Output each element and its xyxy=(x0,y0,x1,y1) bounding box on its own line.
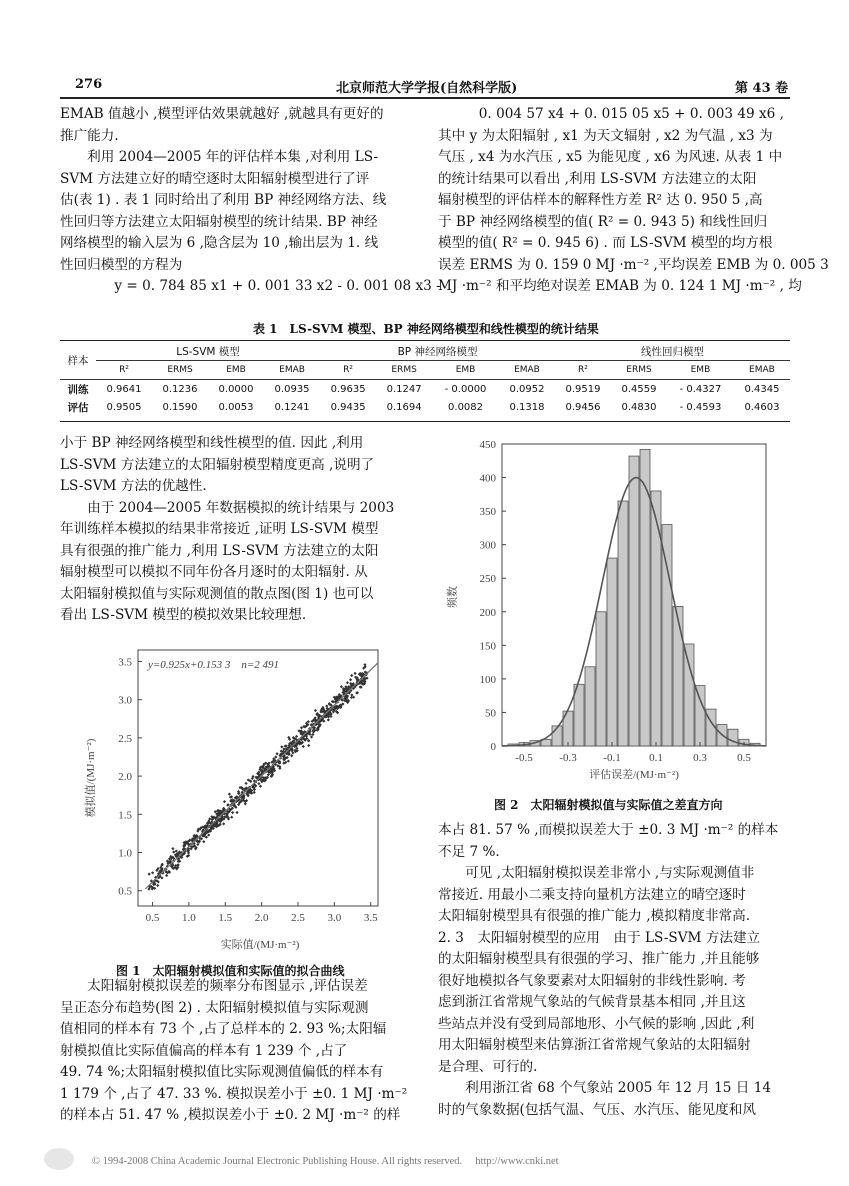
table-row xyxy=(60,398,790,416)
scatter-point xyxy=(363,663,366,666)
scatter-point xyxy=(307,744,310,747)
table-column-header: EMAB xyxy=(279,365,305,375)
scatter-point xyxy=(325,705,328,708)
y-tick-label: 1.0 xyxy=(118,847,132,860)
histogram-bar xyxy=(695,686,705,746)
fig1-caption: 图 1 太阳辐射模拟值和实际值的拟合曲线 xyxy=(116,964,345,978)
y-tick-label: 2.0 xyxy=(118,771,132,784)
right-top-text xyxy=(438,104,829,298)
text-line: 小于 BP 神经网络模型和线性模型的值. 因此 ,利用 xyxy=(60,435,364,451)
scatter-point xyxy=(148,873,151,876)
y-tick-label: 3.5 xyxy=(118,656,132,669)
text-line: 虑到浙江省常规气象站的气候背景基本相同 ,并且这 xyxy=(438,994,746,1010)
table-cell: 0.0935 xyxy=(274,383,310,395)
table-row xyxy=(60,380,790,399)
table-cell: - 0.4593 xyxy=(679,401,722,413)
scatter-point xyxy=(327,718,330,721)
table-cell: 0.4603 xyxy=(744,401,780,413)
left-bottom-text xyxy=(60,976,412,1127)
table-cell: 0.0952 xyxy=(509,383,545,395)
x-tick-label: -0.5 xyxy=(515,752,533,764)
scatter-point xyxy=(244,802,247,805)
table-cell: 0.4830 xyxy=(621,401,657,413)
table-row-label: 评估 xyxy=(67,401,89,414)
table-cell: 0.1247 xyxy=(386,383,422,395)
table-column-header: ERMS xyxy=(626,365,652,375)
x-tick-label: 0.3 xyxy=(693,752,707,764)
scatter-point xyxy=(353,672,356,675)
text-line: 呈正态分布趋势(图 2) . 太阳辐射模拟值与实际观测 xyxy=(60,999,369,1016)
table-column-header: EMB xyxy=(690,365,711,375)
table-cell: - 0.4327 xyxy=(679,383,722,395)
text-line: 由于 2004—2005 年数据模拟的统计结果与 2003 xyxy=(60,499,395,516)
text-line: 性回归等方法建立太阳辐射模型的统计结果. BP 神经 xyxy=(60,213,378,230)
y-tick-label: 50 xyxy=(485,707,496,720)
text-line: 常接近. 用最小二乘支持向量机方法建立的晴空逐时 xyxy=(438,886,746,903)
fig1-xlabel: 实际值/(MJ·m⁻²) xyxy=(220,939,300,951)
table-cell: 0.0082 xyxy=(448,401,484,413)
text-line: 推广能力. xyxy=(60,127,119,144)
table-column-header: ERMS xyxy=(391,365,417,375)
scatter-point xyxy=(310,735,313,738)
x-tick-label: 3.0 xyxy=(327,912,342,924)
scatter-point xyxy=(202,840,205,843)
text-line: 具有很强的推广能力 ,利用 LS-SVM 方法建立的太阳 xyxy=(60,542,379,559)
histogram-bar xyxy=(596,612,606,746)
text-line: 的太阳辐射模型具有很强的学习、推广能力 ,并且能够 xyxy=(438,951,760,967)
table-column-header: ERMS xyxy=(167,365,193,375)
scatter-point xyxy=(165,874,168,877)
table-group-lssvm: LS-SVM 模型 xyxy=(96,342,320,361)
table-cell: 0.9519 xyxy=(565,383,601,395)
table-cell: 0.1241 xyxy=(274,401,310,413)
table-cell: 0.9635 xyxy=(330,383,366,395)
cnki-logo-icon xyxy=(44,1148,74,1170)
results-table xyxy=(60,342,790,416)
table-column-header: R² xyxy=(578,365,588,375)
text-line: 的样本占 51. 47 % ,模拟误差小于 ±0. 2 MJ ·m⁻² 的样 xyxy=(60,1107,401,1123)
y-tick-label: 250 xyxy=(479,573,496,586)
scatter-point xyxy=(171,847,174,850)
fig2-ylabel: 频数 xyxy=(447,586,459,608)
table-column-header: EMB xyxy=(455,365,476,375)
histogram-bar xyxy=(629,456,639,746)
scatter-point xyxy=(349,678,352,681)
text-line: 1 179 个 ,占了 47. 33 %. 模拟误差小于 ±0. 1 MJ ·m⁻² xyxy=(60,1085,408,1102)
table-column-header: R² xyxy=(119,365,129,375)
x-tick-label: 2.5 xyxy=(291,912,305,924)
x-tick-label: -0.1 xyxy=(603,752,621,764)
y-tick-label: 150 xyxy=(479,640,496,653)
x-tick-label: 0.1 xyxy=(649,752,663,764)
scatter-point xyxy=(222,822,225,825)
text-line: 太阳辐射模拟误差的频率分布图显示 ,评估误差 xyxy=(60,978,368,994)
table-cell: 0.1236 xyxy=(162,383,198,395)
fig1-ylabel: 模拟值/(MJ·m⁻²) xyxy=(85,738,97,818)
fig1-annotation: y=0.925x+0.153 3 n=2 491 xyxy=(148,659,280,671)
fig2-caption: 图 2 太阳辐射模拟值与实际值之差直方向 xyxy=(494,798,723,812)
histogram-bar xyxy=(673,606,683,746)
scatter-point xyxy=(228,793,231,796)
x-tick-label: 3.5 xyxy=(363,912,378,924)
journal-title: 北京师范大学学报(自然科学版) xyxy=(336,81,518,96)
scatter-point xyxy=(287,759,290,762)
text-line: 模型的值( R² = 0. 945 6) . 而 LS-SVM 模型的均方根 xyxy=(438,235,773,251)
text-line: 利用浙江省 68 个气象站 2005 年 12 月 15 日 14 xyxy=(438,1080,771,1096)
table-cell: 0.9505 xyxy=(106,401,142,413)
text-line: 不足 7 %. xyxy=(438,843,500,860)
histogram-bar xyxy=(684,644,694,746)
table-cell: 0.1694 xyxy=(386,401,422,413)
text-line: 49. 74 %;太阳辐射模拟值比实际观测值偏低的样本有 xyxy=(60,1064,384,1080)
histogram-bar xyxy=(651,491,661,746)
table-cell: 0.0000 xyxy=(218,383,254,395)
scatter-point xyxy=(350,693,353,696)
text-line: LS-SVM 方法建立的太阳辐射模型精度更高 ,说明了 xyxy=(60,456,375,473)
volume-label: 第 43 卷 xyxy=(735,81,789,96)
x-tick-label: 0.5 xyxy=(737,752,751,764)
y-tick-label: 2.5 xyxy=(118,732,132,745)
text-line: 本占 81. 57 % ,而模拟误差大于 ±0. 3 MJ ·m⁻² 的样本 xyxy=(438,822,779,838)
table-column-header: EMAB xyxy=(514,365,540,375)
text-line: 看出 LS-SVM 模型的模拟效果比较理想. xyxy=(60,607,307,623)
y-tick-label: 1.5 xyxy=(118,809,132,822)
table-cell: 0.9456 xyxy=(565,401,601,413)
table-row-header: 样本 xyxy=(67,355,89,367)
table-column-header: EMAB xyxy=(749,365,775,375)
scatter-point xyxy=(257,782,260,785)
x-tick-label: 1.5 xyxy=(218,912,233,924)
text-line: SVM 方法建立好的晴空逐时太阳辐射模型进行了评 xyxy=(60,170,370,187)
text-line: y = 0. 784 85 x1 + 0. 001 33 x2 - 0. 001 08 x3 - xyxy=(60,278,441,294)
scatter-point xyxy=(156,884,159,887)
table-column-header: R² xyxy=(343,365,353,375)
text-line: MJ ·m⁻² 和平均绝对误差 EMAB 为 0. 124 1 MJ ·m⁻² , 均 xyxy=(438,278,802,294)
text-line: 值相同的样本有 73 个 ,占了总样本的 2. 93 %;太阳辐 xyxy=(60,1021,387,1037)
text-line: 是合理、可行的. xyxy=(438,1058,538,1075)
table-cell: 0.1590 xyxy=(162,401,198,413)
text-line: 网络模型的输入层为 6 ,隐含层为 10 ,输出层为 1. 线 xyxy=(60,235,379,251)
text-line: 误差 ERMS 为 0. 159 0 MJ ·m⁻² ,平均误差 EMB 为 0. 005 3 xyxy=(438,256,829,273)
y-tick-label: 400 xyxy=(479,472,496,485)
text-line: 性回归模型的方程为 xyxy=(60,256,183,273)
scatter-point xyxy=(314,709,317,712)
scatter-point xyxy=(346,681,349,684)
table-cell: 0.9435 xyxy=(330,401,366,413)
text-line: 利用 2004—2005 年的评估样本集 ,对利用 LS- xyxy=(60,149,379,165)
x-tick-label: 2.0 xyxy=(254,912,269,924)
table-cell: 0.1318 xyxy=(509,401,545,413)
histogram-bar xyxy=(662,525,672,746)
y-tick-label: 0.5 xyxy=(118,885,132,898)
text-line: 很好地模拟各气象要素对太阳辐射的非线性影响. 考 xyxy=(438,972,746,989)
text-line: 的统计结果可以看出 ,利用 LS-SVM 方法建立的太阳 xyxy=(438,170,757,187)
table-cell: 0.9641 xyxy=(106,383,142,395)
histogram-bar xyxy=(574,684,584,746)
y-tick-label: 450 xyxy=(479,439,496,451)
x-tick-label: -0.3 xyxy=(559,752,577,764)
scatter-point xyxy=(223,800,226,803)
scatter-point xyxy=(340,685,343,688)
text-line: LS-SVM 方法的优越性. xyxy=(60,478,207,494)
y-tick-label: 200 xyxy=(479,606,496,619)
text-line: 时的气象数据(包括气温、气压、水汽压、能见度和风 xyxy=(438,1101,756,1118)
scatter-point xyxy=(151,871,154,874)
text-line: 气压 , x4 为水汽压 , x5 为能见度 , x6 为风速. 从表 1 中 xyxy=(438,149,783,165)
scatter-point xyxy=(231,811,234,814)
y-tick-label: 350 xyxy=(479,506,496,519)
histogram-bar xyxy=(728,729,738,746)
table-cell: 0.4559 xyxy=(621,383,657,395)
y-tick-label: 100 xyxy=(479,673,496,686)
fig2-histogram-chart xyxy=(440,432,790,792)
histogram-bar xyxy=(607,558,617,746)
table-cell: - 0.0000 xyxy=(444,383,487,395)
text-line: 于 BP 神经网络模型的值( R² = 0. 943 5) 和线性回归 xyxy=(438,213,768,230)
histogram-bar xyxy=(618,501,628,746)
text-line: 辐射模型的评估样本的解释性方差 R² 达 0. 950 5 ,高 xyxy=(438,192,763,208)
text-line: 用太阳辐射模型来估算浙江省常规气象站的太阳辐射 xyxy=(438,1037,751,1053)
scatter-point xyxy=(253,791,256,794)
table-column-header: EMB xyxy=(226,365,246,375)
table1-caption: 表 1 LS-SVM 模型、BP 神经网络模型和线性模型的统计结果 xyxy=(253,322,599,336)
table-group-linear: 线性回归模型 xyxy=(555,342,790,361)
scatter-point xyxy=(311,733,314,736)
scatter-point xyxy=(290,754,293,757)
table-cell: 0.0053 xyxy=(218,401,254,413)
y-tick-label: 0 xyxy=(490,741,496,753)
scatter-point xyxy=(259,785,262,788)
scatter-point xyxy=(230,816,233,819)
text-line: 太阳辐射模型具有很强的推广能力 ,模拟精度非常高. xyxy=(438,908,751,924)
fig1-scatter-chart xyxy=(80,648,400,958)
x-tick-label: 1.0 xyxy=(182,912,196,924)
text-line: 太阳辐射模拟值与实际观测值的散点图(图 1) 也可以 xyxy=(60,585,374,602)
fig2-xlabel: 评估误差/(MJ·m⁻²) xyxy=(589,769,679,781)
y-tick-label: 3.0 xyxy=(118,694,132,707)
text-line: 其中 y 为太阳辐射 , x1 为天文辐射 , x2 为气温 , x3 为 xyxy=(438,127,773,144)
text-line: 射模拟值比实际值偏高的样本有 1 239 个 ,占了 xyxy=(60,1042,348,1059)
left-top-text xyxy=(60,104,441,298)
scatter-point xyxy=(352,696,355,699)
scatter-point xyxy=(350,674,353,677)
scatter-point xyxy=(275,752,278,755)
scatter-point xyxy=(207,833,210,836)
right-bottom-text xyxy=(438,820,793,1121)
scatter-point xyxy=(244,782,247,785)
copyright-footer: © 1994-2008 China Academic Journal Electronic Publishing House. All rights reserved. http://www.cnki.net xyxy=(92,1156,559,1167)
histogram-bar xyxy=(585,667,595,746)
header-rule xyxy=(60,97,790,99)
text-line: 年训练样本模拟的结果非常接近 ,证明 LS-SVM 模型 xyxy=(60,521,379,537)
x-tick-label: 0.5 xyxy=(145,912,160,924)
table-cell: 0.4345 xyxy=(744,383,780,395)
table-row-label: 训练 xyxy=(67,383,89,396)
text-line: 辐射模型可以模拟不同年份各月逐时的太阳辐射. 从 xyxy=(60,564,368,580)
text-line: 2. 3 太阳辐射模型的应用 由于 LS-SVM 方法建立 xyxy=(438,929,761,946)
scatter-point xyxy=(280,745,283,748)
scatter-point xyxy=(235,811,238,814)
fit-line xyxy=(145,663,378,889)
scatter-point xyxy=(280,750,283,753)
text-line: 估(表 1) . 表 1 同时给出了利用 BP 神经网络方法、线 xyxy=(60,192,387,208)
page-number: 276 xyxy=(75,77,103,92)
text-line: EMAB 值越小 ,模型评估效果就越好 ,就越具有更好的 xyxy=(60,106,384,122)
y-tick-label: 300 xyxy=(479,539,496,552)
table-group-bp: BP 神经网络模型 xyxy=(320,342,555,361)
left-mid-text xyxy=(60,433,412,627)
text-line: 可见 ,太阳辐射模拟误差非常小 ,与实际观测值非 xyxy=(438,865,755,881)
text-line: 些站点并没有受到局部地形、小气候的影响 ,因此 ,利 xyxy=(438,1015,755,1032)
scatter-point xyxy=(302,745,305,748)
text-line: 0. 004 57 x4 + 0. 015 05 x5 + 0. 003 49 x6 , xyxy=(438,106,784,122)
